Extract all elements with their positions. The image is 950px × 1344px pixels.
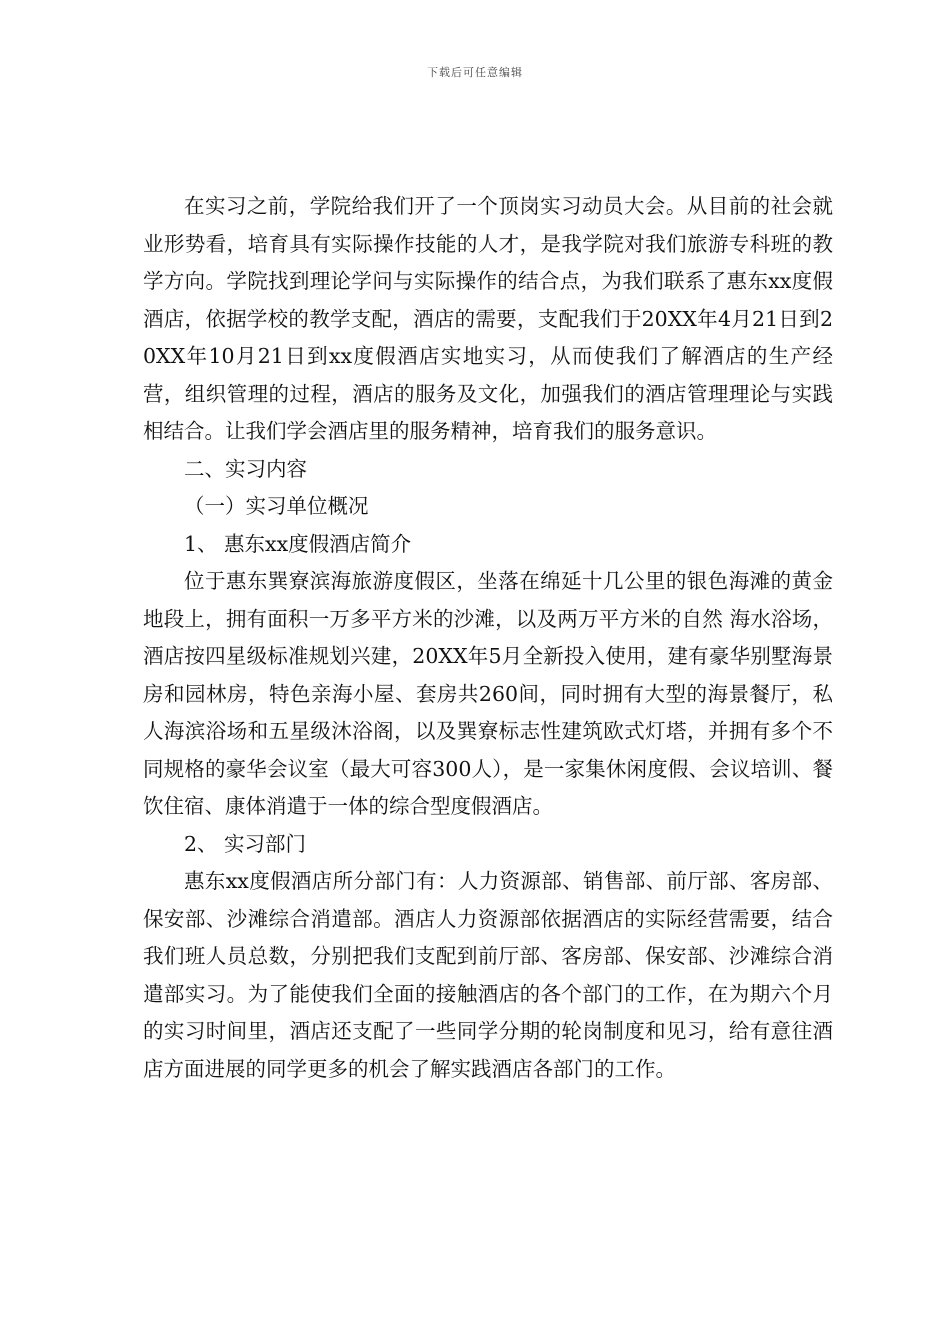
subsection-heading: （一）实习单位概况 bbox=[184, 494, 369, 518]
page-header: 下载后可任意编辑 bbox=[427, 66, 523, 79]
item1-heading: 1、 惠东xx度假酒店简介 bbox=[184, 531, 412, 556]
item1-paragraph: 位于惠东巽寮滨海旅游度假区，坐落在绵延十几公里的银色海滩的黄金地段上，拥有面积一万多平方米的沙滩，以及两万平方米的自然 海水浴场，酒店按四星级标准规划兴建，20XX年5月全新投入使用，建有豪华别墅海景房和园林房，特色亲海小屋、套房共260间，同时拥有大型的海景餐厅，私人海滨浴场和五星级沐浴阁，以及巽寮标志性建筑欧式灯塔，并拥有多个不同规格的豪华会议室（最大可容300人），是一家集休闲度假、会议培训、餐饮住宿、康体消遣于一体的综合型度假酒店。 bbox=[143, 569, 833, 818]
item2-paragraph: 惠东xx度假酒店所分部门有：人力资源部、销售部、前厅部、客房部、保安部、沙滩综合消遣部。酒店人力资源部依据酒店的实际经营需要，结合我们班人员总数，分别把我们支配到前厅部、客房部、保安部、沙滩综合消遣部实习。为了能使我们全面的接触酒店的各个部门的工作，在为期六个月的实习时间里，酒店还支配了一些同学分期的轮岗制度和见习，给有意往酒店方面进展的同学更多的机会了解实践酒店各部门的工作。 bbox=[143, 869, 833, 1081]
document-body bbox=[143, 188, 833, 1088]
item2-heading: 2、 实习部门 bbox=[184, 831, 307, 856]
intro-paragraph: 在实习之前，学院给我们开了一个顶岗实习动员大会。从目前的社会就业形势看，培育具有实际操作技能的人才，是我学院对我们旅游专科班的教学方向。学院找到理论学问与实际操作的结合点，为我们联系了惠东xx度假酒店，依据学校的教学支配，酒店的需要，支配我们于20XX年4月21日到20XX年10月21日到xx度假酒店实地实习，从而使我们了解酒店的生产经营，组织管理的过程，酒店的服务及文化，加强我们的酒店管理理论与实践相结合。让我们学会酒店里的服务精神，培育我们的服务意识。 bbox=[143, 194, 833, 443]
section-heading: 二、实习内容 bbox=[184, 456, 307, 481]
